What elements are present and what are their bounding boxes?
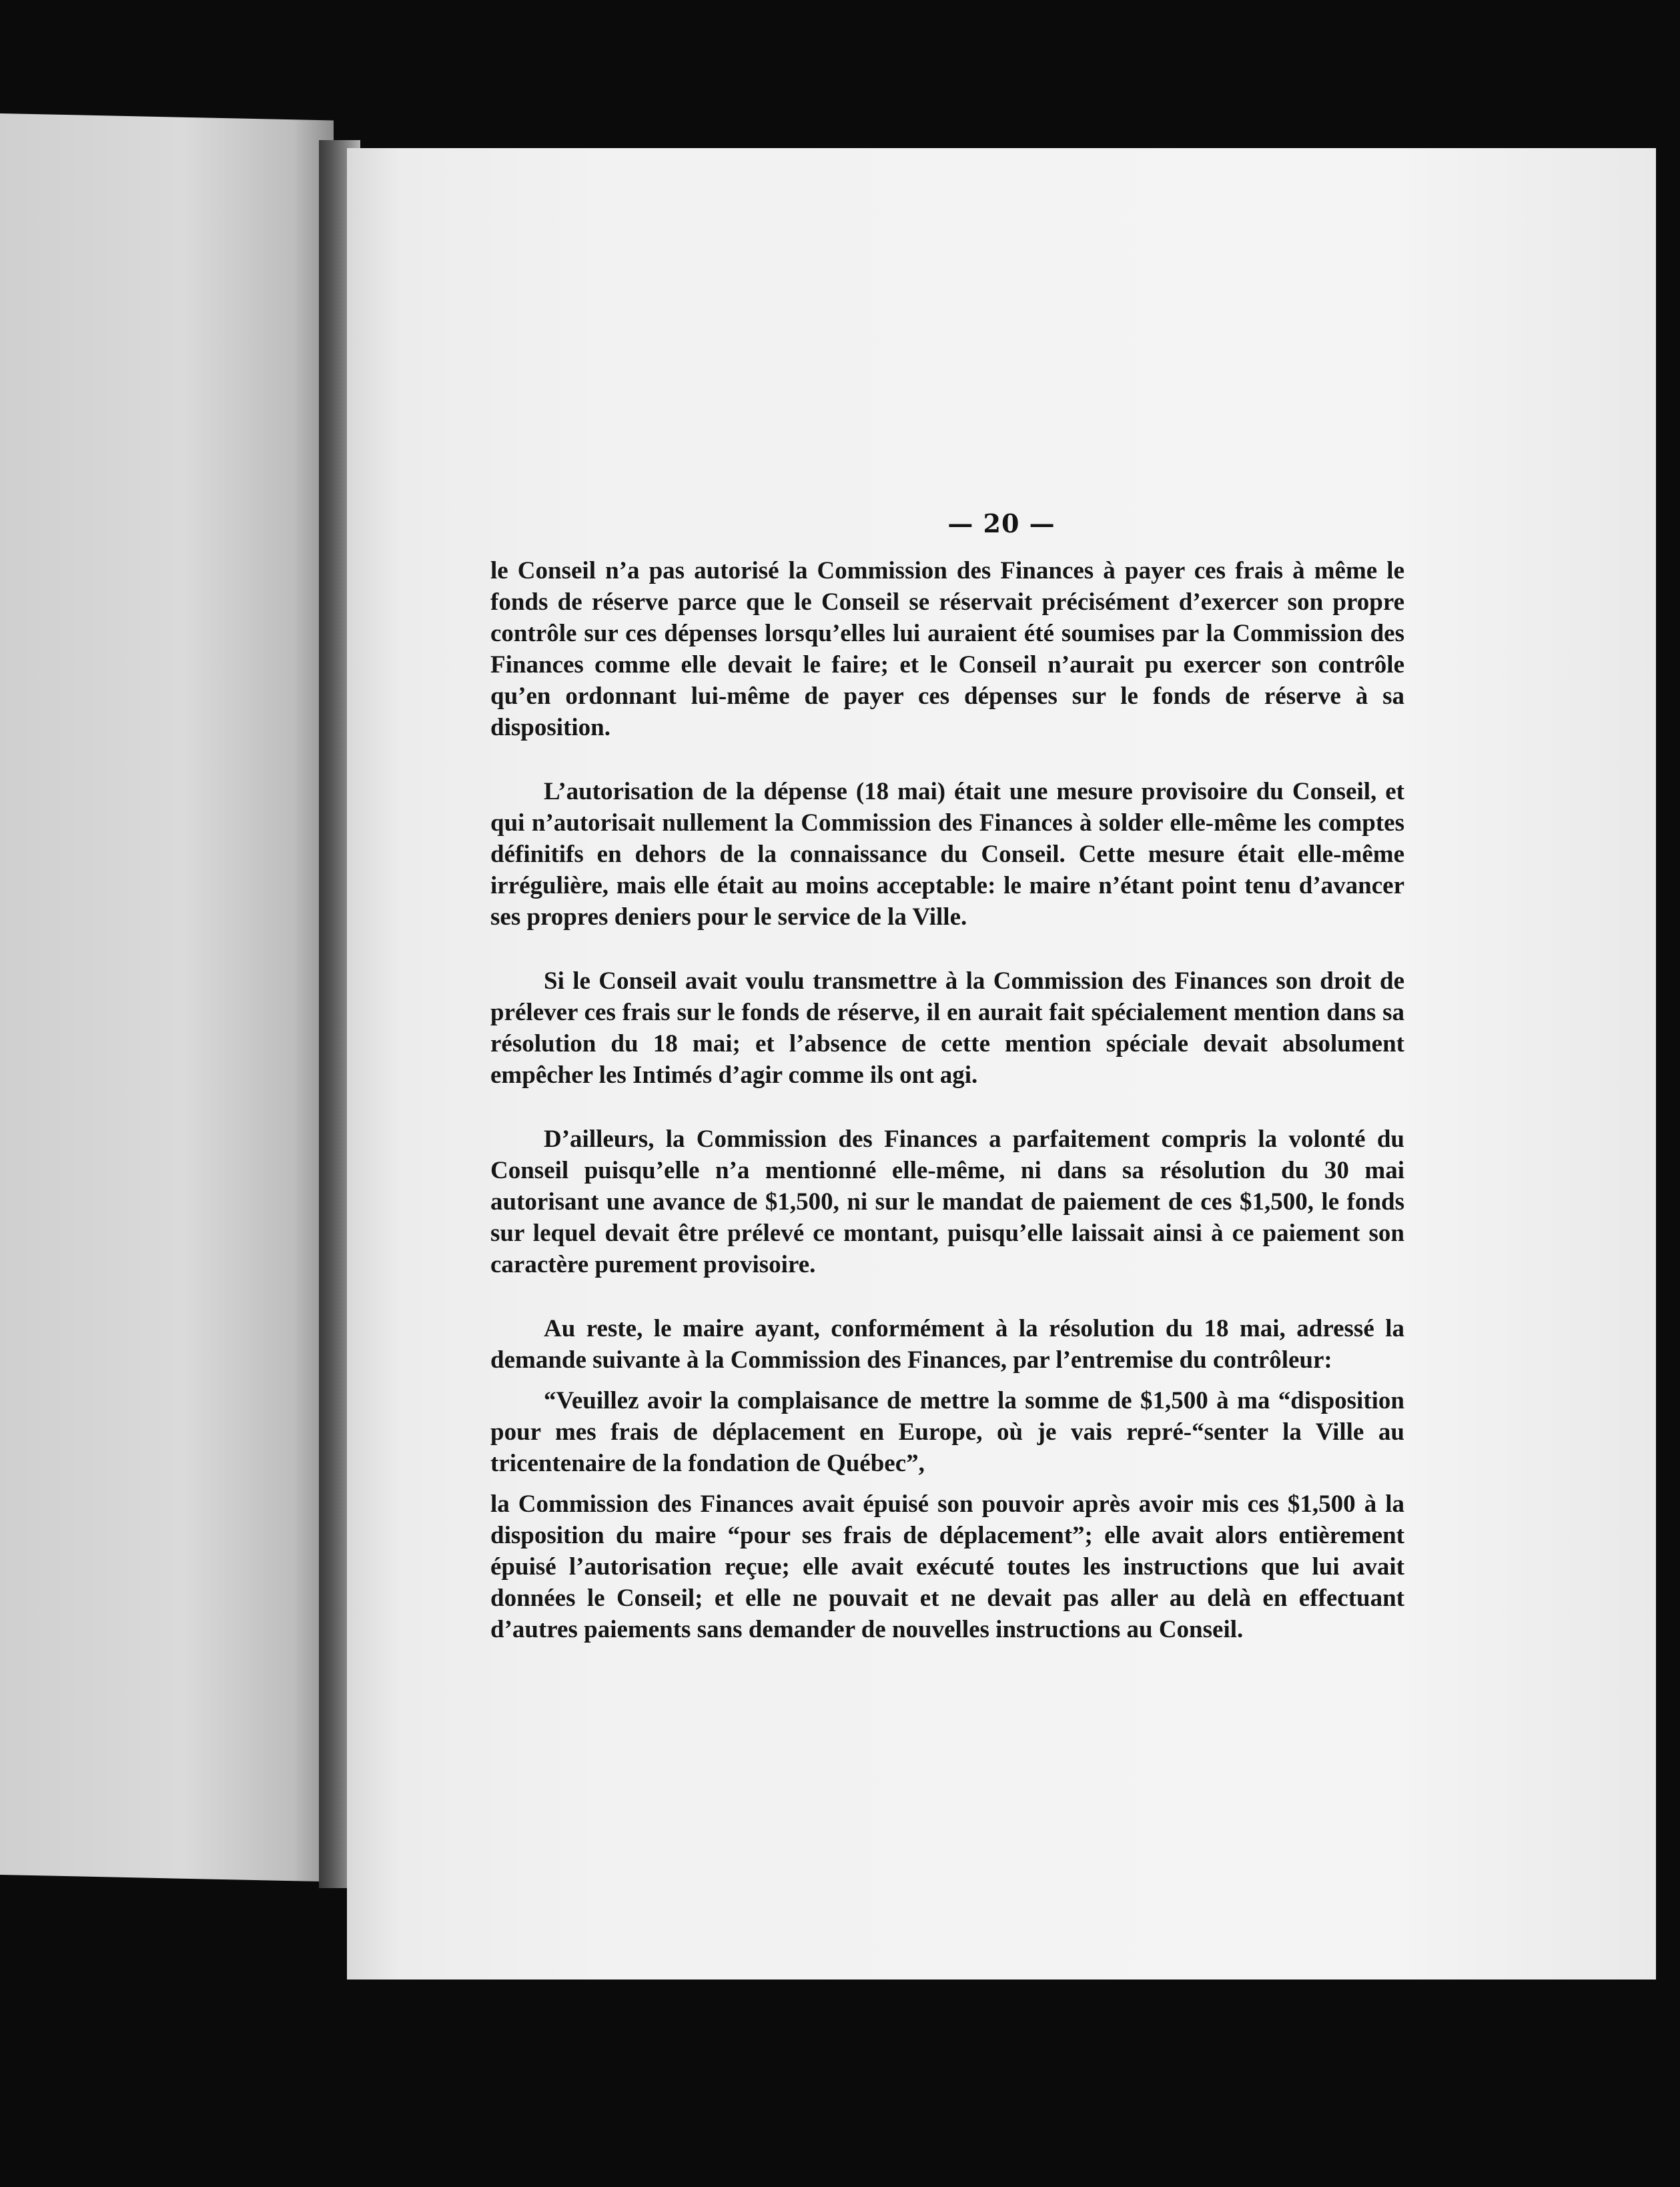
paragraph-5: Au reste, le maire ayant, conformément à la résolution du 18 mai, adressé la demande suivante à la Commission des Finances, par l’entremise du contrôleur: [490,1315,1404,1374]
paragraph-1: le Conseil n’a pas autorisé la Commission des Finances à payer ces frais à même le fonds de réserve parce que le Conseil se réservait précisément d’exercer son propre contrôle sur ces dépenses lorsqu’elles lui auraient été soumises par la Commission des Finances comme elle devait le faire; et le Conseil n’aurait pu exercer son contrôle qu’en ordonnant lui-même de payer ces dépenses sur le fonds de réserve à sa disposition. [490,557,1404,741]
paragraph-4: D’ailleurs, la Commission des Finances a parfaitement compris la volonté du Conseil puisqu’elle n’a mentionné elle-même, ni dans sa résolution du 30 mai autorisant une avance de $1,500, ni sur le mandat de paiement de ces $1,500, le fonds sur lequel devait être prélevé ce montant, puisqu’elle laissait ainsi à ce paiement son caractère purement provisoire. [490,1126,1404,1278]
page-number: — 20 — [947,508,1056,538]
facing-page-edge [0,113,334,1881]
document-page [347,148,1656,1980]
paragraph-3: Si le Conseil avait voulu transmettre à la Commission des Finances son droit de prélever ces frais sur le fonds de réserve, il en aurait fait spécialement mention dans sa résolution du 18 mai; et l’absence de cette mention spéciale devait absolument empêcher les Intimés d’agir comme ils ont agi. [490,967,1404,1089]
paragraph-6: la Commission des Finances avait épuisé son pouvoir après avoir mis ces $1,500 à la disposition du maire “pour ses frais de déplacement”; elle avait alors entièrement épuisé l’autorisation reçue; elle avait exécuté toutes les instructions que lui avait données le Conseil; et elle ne pouvait et ne devait pas aller au delà en effectuant d’autres paiements sans demander de nouvelles instructions au Conseil. [490,1490,1404,1643]
quoted-request: “Veuillez avoir la complaisance de mettre la somme de $1,500 à ma “disposition pour mes frais de déplacement en Europe, où je vais repré-“senter la Ville au tricentenaire de la fondation de Québec”, [490,1387,1404,1477]
paragraph-2: L’autorisation de la dépense (18 mai) était une mesure provisoire du Conseil, et qui n’autorisait nullement la Commission des Finances à solder elle-même les comptes définitifs en dehors de la connaissance du Conseil. Cette mesure était elle-même irrégulière, mais elle était au moins acceptable: le maire n’étant point tenu d’avancer ses propres deniers pour le service de la Ville. [490,778,1404,931]
page-body [490,555,1404,1678]
